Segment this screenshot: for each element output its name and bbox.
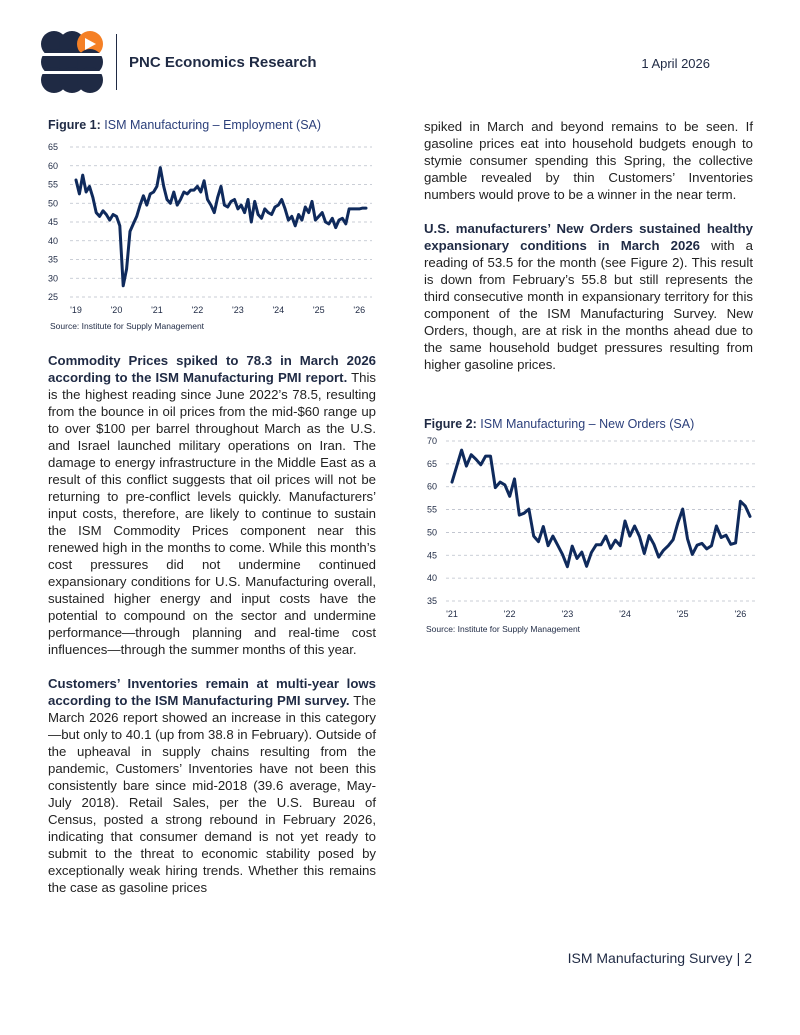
x-tick-label: '24	[272, 305, 285, 315]
organization-name: PNC Economics Research	[129, 54, 317, 71]
x-tick-label: '21	[151, 305, 163, 315]
y-tick-label: 65	[427, 458, 438, 469]
y-tick-label: 50	[427, 527, 438, 538]
x-tick-label: '20	[110, 305, 123, 315]
x-tick-label: '22	[191, 305, 204, 315]
x-tick-label: '26	[353, 305, 366, 315]
customers-inventories-body: The March 2026 report showed an increase in this category—but only to 40.1 (up from 38.8 in February). Outside of the upheaval in supply chains resulting from the pandemic, Customers’ Inventories have not been this consistently bare since mid-2018 (39.6 average, May-July 2018). Retail Sales, per the U.S. Bureau of Census, posted a strong rebound in February 2026, indicating that consumer demand is not yet ready to submit to the threat to economic stability posed by exceptionally weak hiring trends. Whether this remains the case as gasoline prices	[48, 693, 376, 895]
right-column	[424, 118, 753, 373]
y-tick-label: 40	[427, 573, 438, 584]
paragraph-commodity-prices	[48, 352, 376, 658]
figure1-label: Figure 1:	[48, 118, 101, 132]
y-tick-label: 35	[427, 596, 438, 606]
paragraph-new-orders	[424, 220, 753, 373]
customers-inventories-lead: Customers’ Inventories remain at multi-year lows according to the ISM Manufacturing PMI survey.	[48, 676, 376, 708]
y-tick-label: 45	[427, 550, 438, 561]
y-tick-label: 65	[48, 142, 59, 152]
page-header	[40, 30, 760, 100]
footer-title: ISM Manufacturing Survey	[567, 950, 733, 966]
paragraph-continuation: spiked in March and beyond remains to be seen. If gasoline prices eat into household budgets enough to stymie consumer spending this Spring, the collective gamble revealed by thin Customers’ Inventories numbers would prove to be a winner in the near term.	[424, 119, 753, 202]
figure2-label: Figure 2:	[424, 417, 477, 431]
commodity-prices-lead: Commodity Prices spiked to 78.3 in March 2026 according to the ISM Manufacturing PMI report.	[48, 353, 376, 385]
commodity-prices-body: This is the highest reading since June 2022’s 78.5, resulting from the bounce in oil prices from the mid-$60 range up to over $100 per barrel throughout March as the U.S. and Israel launched military operations on Iran. The damage to energy infrastructure in the Middle East as a result of this conflict suggests that oil prices will not be returning to pre-conflict levels quickly. Manufacturers’ input costs, therefore, are likely to continue to sustain the ISM Commodity Prices component near this renewed high in the months to come. While this month’s cost pressures did not undermine continued expansionary conditions for U.S. Manufacturing overall, sustained higher energy and input costs have the potential to compound on the sector and undermine performance—through planning and real-time cost influences—through the summer months of this year.	[48, 370, 377, 657]
y-tick-label: 55	[427, 504, 438, 515]
x-tick-label: '25	[676, 609, 689, 619]
header-divider	[116, 34, 117, 90]
publication-date: 1 April 2026	[641, 56, 710, 71]
page-footer	[568, 950, 752, 966]
pnc-logo	[40, 30, 104, 94]
y-tick-label: 60	[48, 160, 59, 171]
y-tick-label: 35	[48, 254, 59, 265]
y-tick-label: 55	[48, 179, 59, 190]
figure1-source: Source: Institute for Supply Management	[50, 321, 205, 331]
figure2-title	[424, 417, 694, 431]
x-tick-label: '19	[70, 305, 82, 315]
x-tick-label: '26	[734, 609, 747, 619]
x-tick-label: '23	[561, 609, 574, 619]
x-tick-label: '25	[312, 305, 325, 315]
figure1-title	[48, 118, 321, 132]
series-line	[452, 450, 750, 567]
x-tick-label: '22	[503, 609, 516, 619]
new-orders-body: with a reading of 53.5 for the month (see Figure 2). This result is down from February’s 55.8 but still represents the third consecutive month in expansionary territory for this component of the ISM Manufacturing Survey. New Orders, though, are at risk in the months ahead due to the same household budget pressures resulting from higher gasoline prices.	[424, 238, 753, 372]
figure1-chart	[40, 138, 385, 318]
figure2-chart	[418, 432, 760, 622]
x-tick-label: '23	[231, 305, 244, 315]
y-tick-label: 25	[48, 292, 59, 302]
footer-separator: |	[736, 950, 741, 966]
paragraph-customers-inventories	[48, 675, 376, 896]
y-tick-label: 40	[48, 235, 59, 246]
figure2-source: Source: Institute for Supply Management	[426, 624, 581, 634]
x-tick-label: '21	[446, 609, 458, 619]
figure2-caption: ISM Manufacturing – New Orders (SA)	[480, 417, 695, 431]
figure1-caption: ISM Manufacturing – Employment (SA)	[104, 118, 322, 132]
y-tick-label: 45	[48, 217, 59, 227]
new-orders-lead: U.S. manufacturers’ New Orders sustained healthy expansionary conditions in March 2026	[424, 221, 753, 253]
left-column	[48, 352, 376, 896]
y-tick-label: 60	[427, 481, 438, 492]
series-line	[76, 168, 366, 286]
x-tick-label: '24	[619, 609, 631, 619]
page-number: 2	[744, 950, 752, 966]
y-tick-label: 50	[48, 198, 59, 209]
y-tick-label: 70	[427, 436, 438, 446]
y-tick-label: 30	[48, 273, 59, 284]
